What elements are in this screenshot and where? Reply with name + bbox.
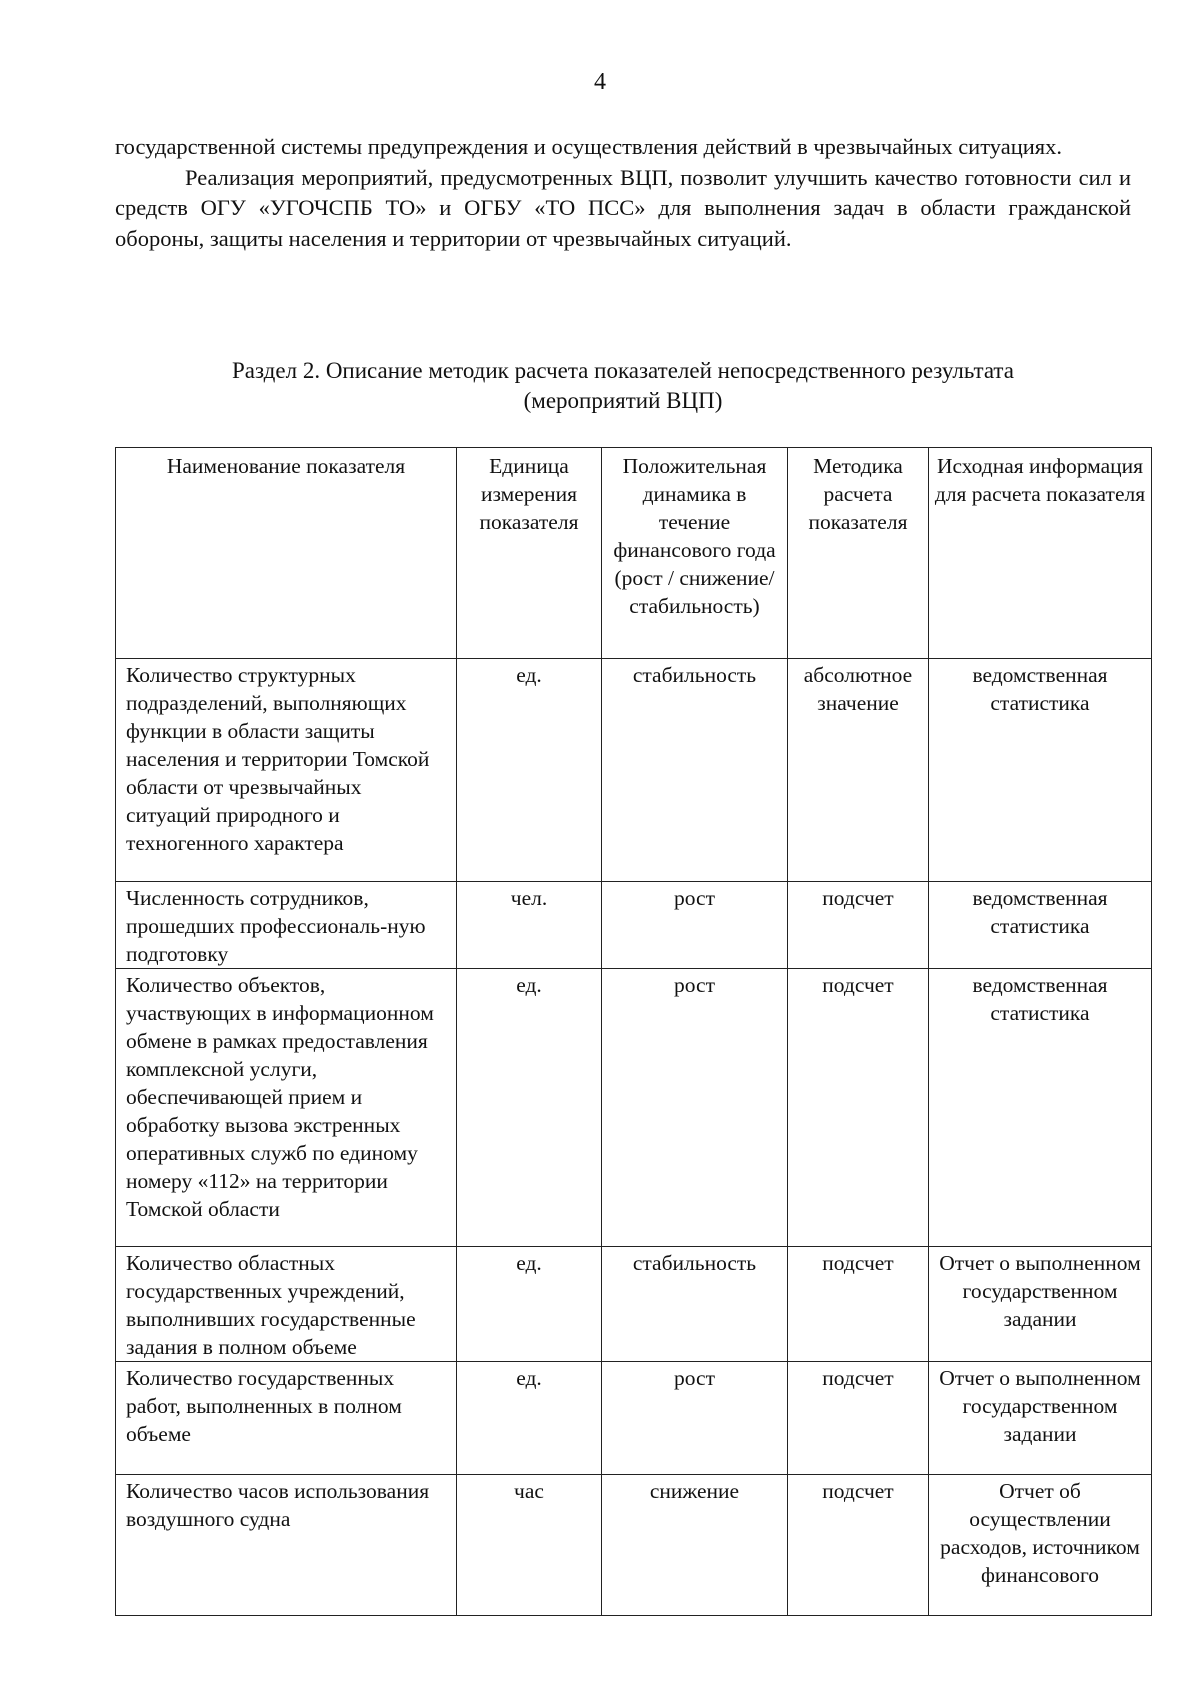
body-text [115,132,1131,254]
table-row [116,1247,1152,1362]
cell-dynamics: рост [602,969,788,1247]
cell-name: Количество объектов, участвующих в информационном обмене в рамках предоставления комплексной услуги, обеспечивающей прием и обработку вызова экстренных оперативных служб по единому номеру «112» на территории Томской области [116,969,457,1247]
section-heading-line-2: (мероприятий ВЦП) [523,388,723,413]
table-row [116,659,1152,882]
cell-dynamics: стабильность [602,1247,788,1362]
cell-unit: ед. [457,659,602,882]
cell-method: подсчет [788,1247,929,1362]
cell-name: Количество областных государственных учреждений, выполнивших государственные задания в полном объеме [116,1247,457,1362]
header-dynamics: Положительная динамика в течение финансового года (рост / снижение/ стабильность) [602,448,788,659]
cell-name: Количество государственных работ, выполненных в полном объеме [116,1362,457,1475]
cell-unit: ед. [457,969,602,1247]
cell-source: Отчет о выполненном государственном задании [929,1362,1152,1475]
table-row [116,969,1152,1247]
cell-name: Количество структурных подразделений, выполняющих функции в области защиты населения и территории Томской области от чрезвычайных ситуаций природного и техногенного характера [116,659,457,882]
cell-method: подсчет [788,969,929,1247]
cell-dynamics: рост [602,1362,788,1475]
header-source: Исходная информация для расчета показателя [929,448,1152,659]
section-heading-line-1: Раздел 2. Описание методик расчета показателей непосредственного результата [232,358,1014,383]
cell-source: Отчет об осуществлении расходов, источником финансового [929,1475,1152,1616]
paragraph-2: Реализация мероприятий, предусмотренных ВЦП, позволит улучшить качество готовности сил и средств ОГУ «УГОЧСПБ ТО» и ОГБУ «ТО ПСС» для выполнения задач в области гражданской обороны, защиты населения и территории от чрезвычайных ситуаций. [115,164,1131,251]
paragraph-1: государственной системы предупреждения и осуществления действий в чрезвычайных ситуациях. [115,134,1063,159]
cell-unit: час [457,1475,602,1616]
table-row [116,1362,1152,1475]
cell-method: абсолютное значение [788,659,929,882]
table-row [116,1475,1152,1616]
header-method: Методика расчета показателя [788,448,929,659]
cell-name: Количество часов использования воздушного судна [116,1475,457,1616]
cell-dynamics: снижение [602,1475,788,1616]
cell-name: Численность сотрудников, прошедших профессиональ-ную подготовку [116,882,457,969]
cell-source: ведомственная статистика [929,882,1152,969]
cell-method: подсчет [788,1475,929,1616]
section-heading [115,356,1131,416]
table-header-row [116,448,1152,659]
cell-source: Отчет о выполненном государственном задании [929,1247,1152,1362]
cell-unit: ед. [457,1362,602,1475]
cell-source: ведомственная статистика [929,969,1152,1247]
cell-source: ведомственная статистика [929,659,1152,882]
cell-dynamics: рост [602,882,788,969]
cell-unit: ед. [457,1247,602,1362]
cell-method: подсчет [788,882,929,969]
header-unit: Единица измерения показателя [457,448,602,659]
cell-unit: чел. [457,882,602,969]
cell-method: подсчет [788,1362,929,1475]
header-indicator-name: Наименование показателя [116,448,457,659]
cell-dynamics: стабильность [602,659,788,882]
indicators-table [115,447,1152,1616]
table-row [116,882,1152,969]
page-number: 4 [594,69,606,95]
